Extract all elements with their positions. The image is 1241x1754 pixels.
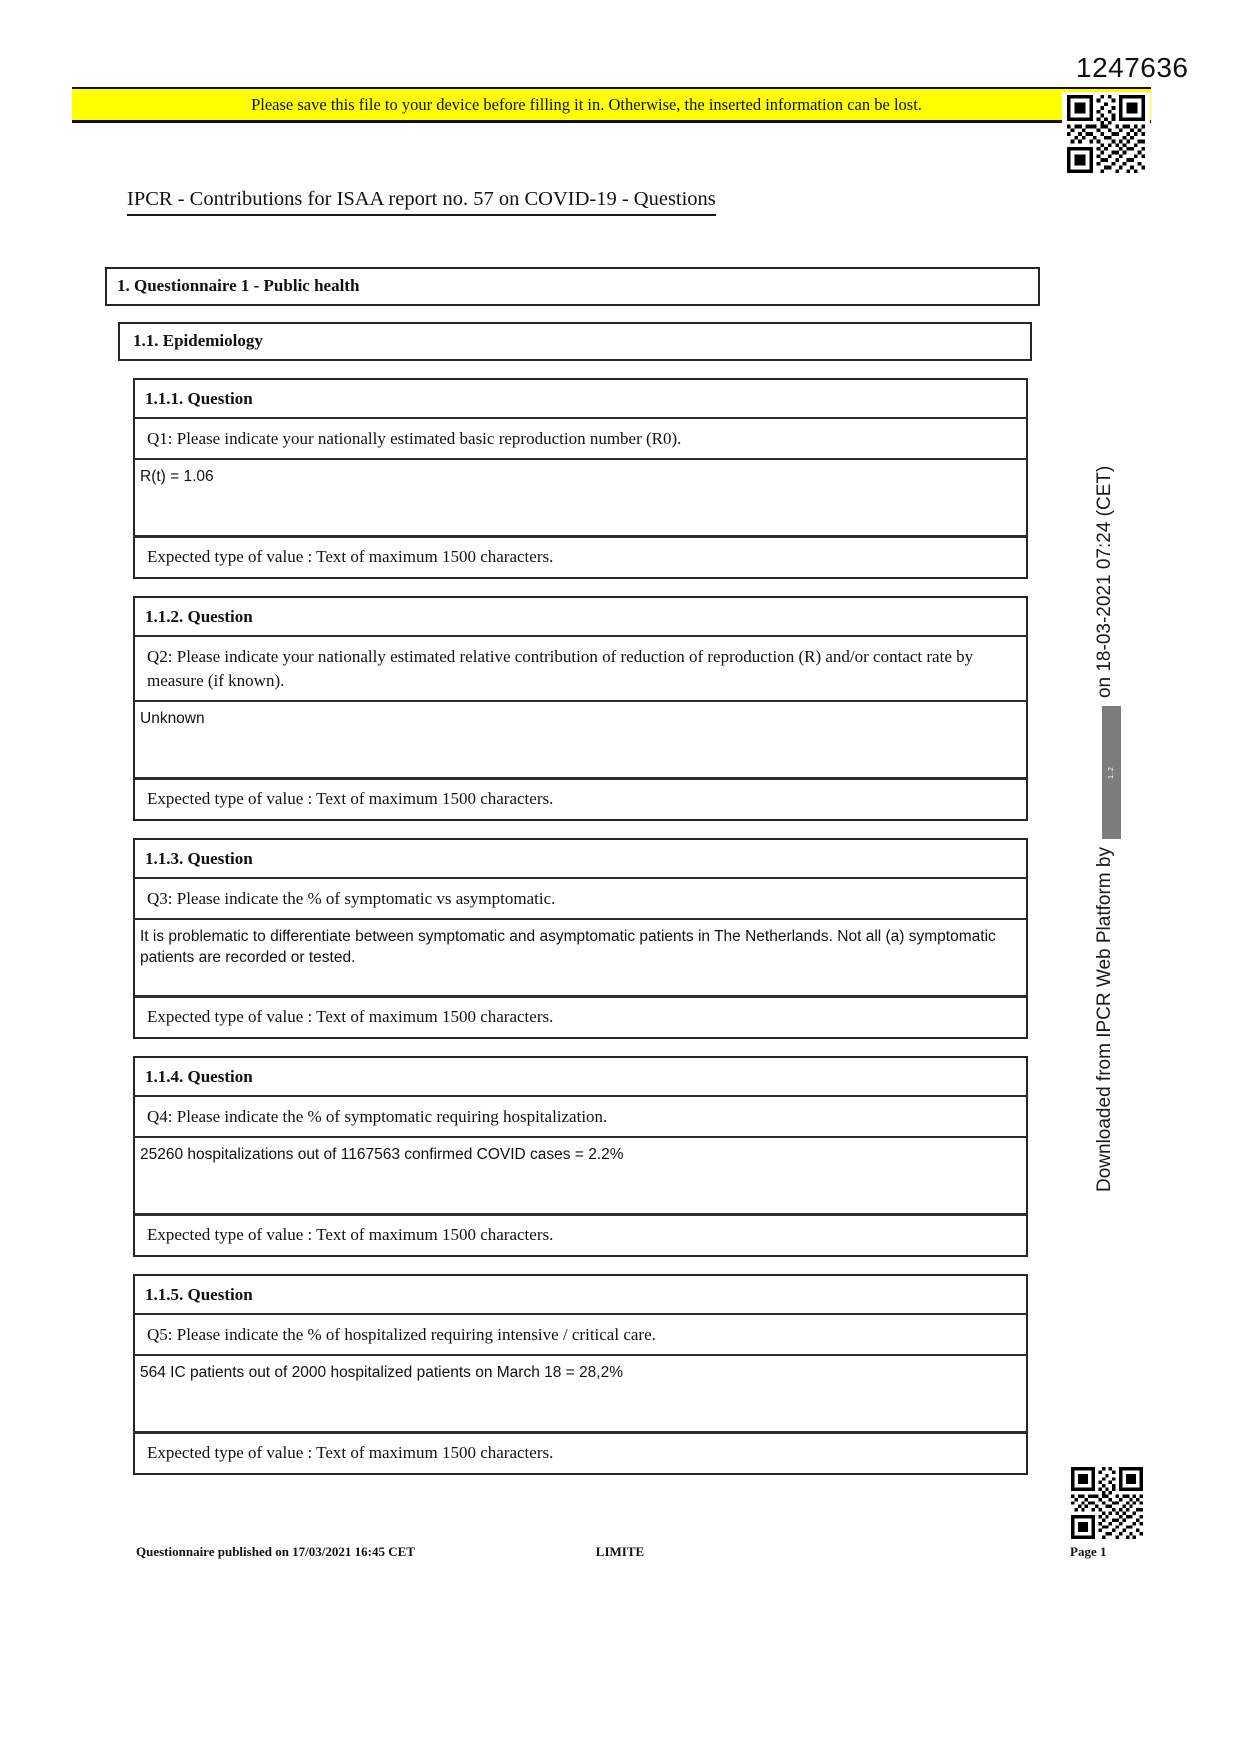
expected-type-note: Expected type of value : Text of maximum 1500 characters. (147, 547, 554, 566)
question-list (133, 378, 1028, 1492)
question-heading: 1.1.1. Question (135, 380, 1026, 419)
question-prompt: Q2: Please indicate your nationally estimated relative contribution of reduction of reproduction (R) and/or contact rate by measure (if known). (135, 637, 1026, 702)
footer-published-date: Questionnaire published on 17/03/2021 16:45 CET (136, 1544, 415, 1559)
expected-type-note: Expected type of value : Text of maximum 1500 characters. (147, 1225, 554, 1244)
question-heading: 1.1.4. Question (135, 1058, 1026, 1097)
save-warning-banner (72, 87, 1151, 123)
download-watermark (1094, 412, 1121, 1192)
question-prompt: Q3: Please indicate the % of symptomatic vs asymptomatic. (135, 879, 1026, 920)
question-heading: 1.1.3. Question (135, 840, 1026, 879)
question-prompt: Q5: Please indicate the % of hospitalized requiring intensive / critical care. (135, 1315, 1026, 1356)
question-block-3 (133, 838, 1028, 1039)
answer-field[interactable]: It is problematic to differentiate between symptomatic and asymptomatic patients in The Netherlands. Not all (a) symptomatic patients are recorded or tested. (135, 920, 1026, 998)
expected-type-note: Expected type of value : Text of maximum 1500 characters. (147, 1007, 554, 1026)
save-warning-text: Please save this file to your device before filling it in. Otherwise, the inserted information can be lost. (251, 94, 922, 114)
question-prompt: Q1: Please indicate your nationally estimated basic reproduction number (R0). (135, 419, 1026, 460)
question-block-5 (133, 1274, 1028, 1475)
page-number: Page 1 (1070, 1544, 1107, 1559)
question-heading: 1.1.2. Question (135, 598, 1026, 637)
section-heading-questionnaire: 1. Questionnaire 1 - Public health (105, 267, 1040, 306)
question-block-4 (133, 1056, 1028, 1257)
question-block-1 (133, 378, 1028, 579)
redaction-bar: 1.2 (1102, 706, 1121, 839)
question-prompt: Q4: Please indicate the % of symptomatic requiring hospitalization. (135, 1097, 1026, 1138)
answer-field[interactable]: Unknown (135, 702, 1026, 780)
section-heading-epidemiology: 1.1. Epidemiology (118, 322, 1032, 361)
qr-code-bottom (1066, 1464, 1148, 1542)
question-block-2 (133, 596, 1028, 821)
qr-code-icon (1069, 1467, 1145, 1539)
footer-classification: LIMITE (595, 1544, 645, 1559)
qr-code-top (1062, 92, 1150, 176)
answer-field[interactable]: R(t) = 1.06 (135, 460, 1026, 538)
document-number: 1247636 (1076, 52, 1189, 83)
qr-code-icon (1065, 95, 1147, 173)
answer-field[interactable]: 564 IC patients out of 2000 hospitalized patients on March 18 = 28,2% (135, 1356, 1026, 1434)
page-title: IPCR - Contributions for ISAA report no. 57 on COVID-19 - Questions (127, 188, 716, 216)
expected-type-note: Expected type of value : Text of maximum 1500 characters. (147, 1443, 554, 1462)
answer-field[interactable]: 25260 hospitalizations out of 1167563 confirmed COVID cases = 2.2% (135, 1138, 1026, 1216)
watermark-prefix: Downloaded from IPCR Web Platform by (1094, 847, 1115, 1192)
question-heading: 1.1.5. Question (135, 1276, 1026, 1315)
expected-type-note: Expected type of value : Text of maximum 1500 characters. (147, 789, 554, 808)
watermark-suffix: on 18-03-2021 07:24 (CET) (1094, 465, 1115, 699)
